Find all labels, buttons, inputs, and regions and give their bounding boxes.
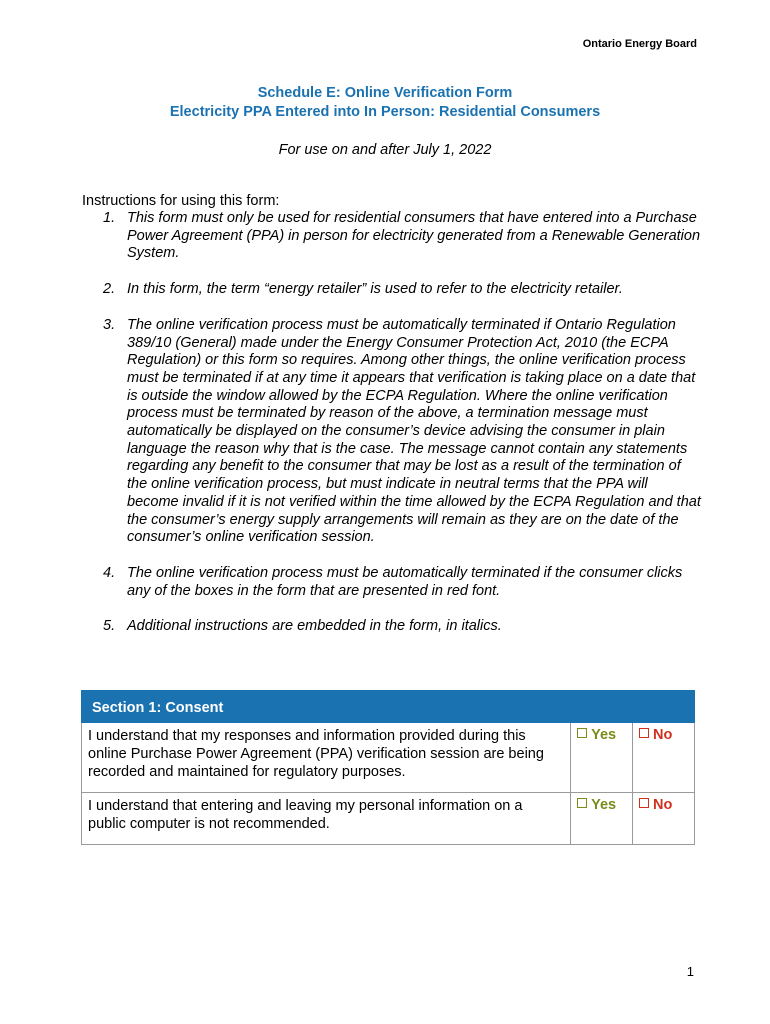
no-option[interactable]	[633, 723, 695, 793]
checkbox-icon[interactable]	[577, 798, 587, 808]
yes-label: Yes	[591, 797, 617, 813]
title-block	[0, 84, 770, 158]
yes-option[interactable]	[571, 723, 633, 793]
instruction-text: This form must only be used for residential consumers that have entered into a Purchase Power Agreement (PPA) in person for electricity generated from a Renewable Generation System.	[127, 210, 701, 262]
instruction-item	[82, 210, 702, 263]
form-title: Schedule E: Online Verification Form	[257, 85, 513, 101]
instruction-item	[82, 565, 702, 600]
organization-header: Ontario Energy Board	[582, 38, 697, 50]
instruction-text: Additional instructions are embedded in the form, in italics.	[127, 618, 502, 635]
consent-header-row	[82, 691, 695, 723]
instruction-number: 3.	[103, 316, 116, 333]
instruction-number: 2.	[103, 281, 116, 298]
instruction-number: 5.	[103, 618, 116, 635]
checkbox-icon[interactable]	[639, 728, 649, 738]
consent-statement: I understand that entering and leaving my personal information on a public computer is not recommended.	[82, 793, 571, 845]
form-subtitle: Electricity PPA Entered into In Person: Residential Consumers	[169, 104, 601, 120]
instruction-item	[82, 281, 702, 299]
consent-row	[82, 793, 695, 845]
instructions	[82, 192, 702, 654]
instruction-text: The online verification process must be automatically terminated if the consumer clicks any of the boxes in the form that are presented in red font.	[127, 564, 683, 599]
instruction-item	[82, 618, 702, 636]
instructions-heading: Instructions for using this form:	[82, 193, 280, 209]
consent-row	[82, 723, 695, 793]
no-option[interactable]	[633, 793, 695, 845]
instructions-list	[82, 210, 702, 636]
checkbox-icon[interactable]	[639, 798, 649, 808]
instruction-text: In this form, the term “energy retailer” is used to refer to the electricity retailer.	[127, 281, 623, 298]
no-label: No	[653, 797, 673, 813]
no-label: No	[653, 727, 673, 743]
instruction-item	[82, 317, 702, 547]
consent-statement: I understand that my responses and information provided during this online Purchase Power Agreement (PPA) verification session are being recorded and maintained for regulatory purposes.	[82, 723, 571, 793]
section-heading: Section 1: Consent	[82, 691, 695, 723]
instruction-number: 4.	[103, 564, 116, 581]
yes-label: Yes	[591, 727, 617, 743]
checkbox-icon[interactable]	[577, 728, 587, 738]
yes-option[interactable]	[571, 793, 633, 845]
instruction-number: 1.	[103, 210, 116, 226]
instruction-text: The online verification process must be automatically terminated if Ontario Regulation 389/10 (General) made under the Energy Consumer Protection Act, 2010 (the ECPA Regulation) or this form so requires. Among other things, the online verification process must be terminated if at any time it appears that verification is taking place on a date that is outside the window allowed by the ECPA Regulation. Where the online verification process must be terminated by reason of the above, a termination message must automatically be displayed on the consumer’s device advising the consumer in plain language the reason why that is the case. The message cannot contain any statements regarding any benefit to the consumer that may be lost as a result of the termination of the online verification process, but must indicate in neutral terms that the PPA will become invalid if it is not verified within the time allowed by the ECPA Regulation and that the consumer’s energy supply arrangements will remain as they are on the date of the consumer’s online verification session.	[127, 316, 701, 546]
page-number: 1	[686, 964, 694, 979]
effective-date: For use on and after July 1, 2022	[278, 142, 492, 158]
consent-table	[81, 690, 695, 845]
